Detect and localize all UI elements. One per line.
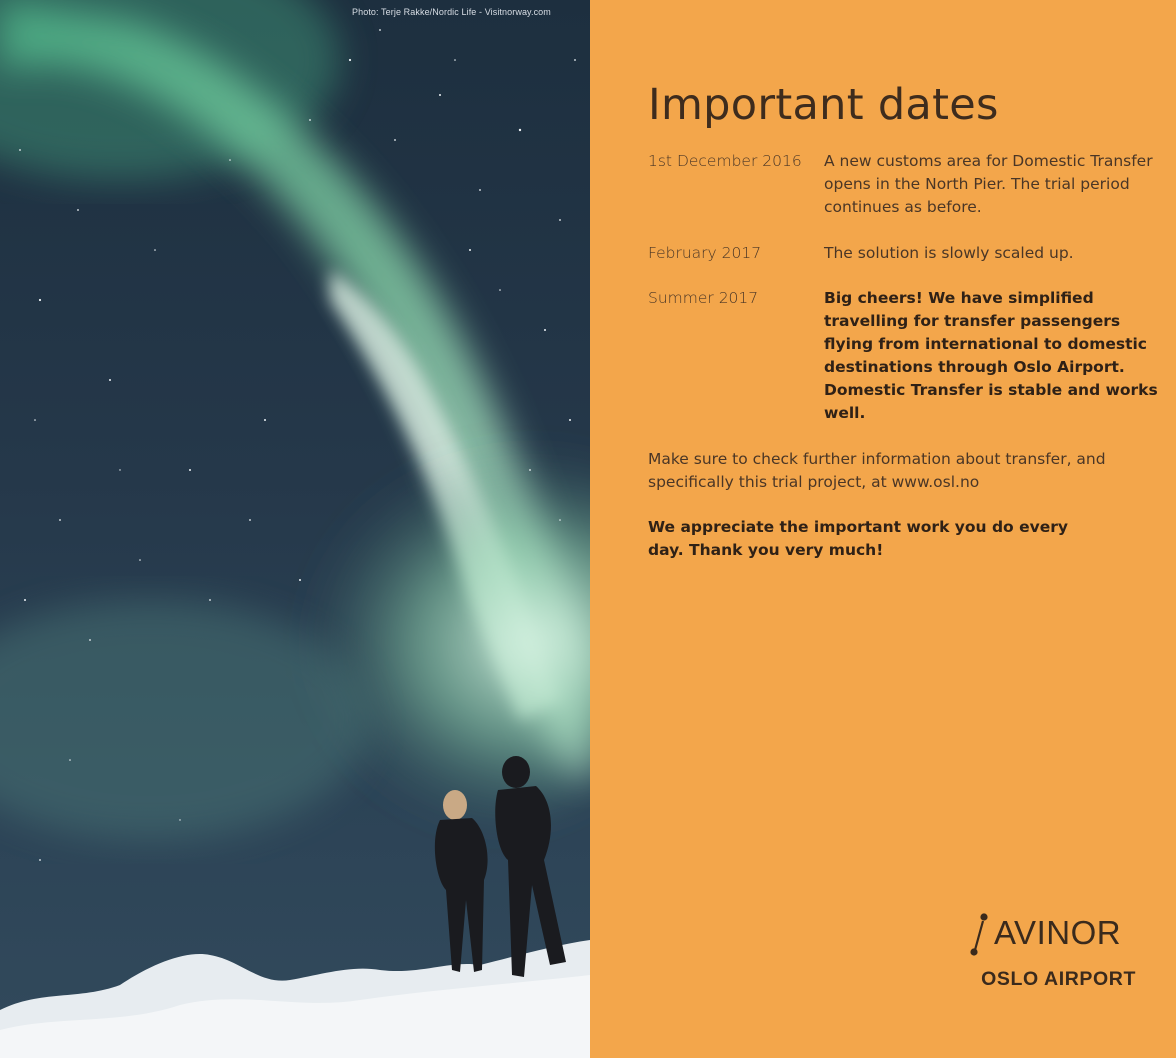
- info-panel: [590, 0, 1176, 1058]
- thanks-text: We appreciate the important work you do every day. Thank you very much!: [648, 518, 1068, 559]
- photo-credit: Photo: Terje Rakke/Nordic Life - Visitnorway.com: [352, 7, 551, 17]
- entry-text: A new customs area for Domestic Transfer opens in the North Pier. The trial period continues as before.: [824, 152, 1153, 216]
- avinor-logo: [970, 908, 1140, 998]
- logo-subtitle: OSLO AIRPORT: [981, 968, 1136, 990]
- entry-date: 1st December 2016: [648, 152, 802, 170]
- entry-text: The solution is slowly scaled up.: [824, 244, 1074, 262]
- entry-date: February 2017: [648, 244, 762, 262]
- entry-text: Big cheers! We have simplified travelling for transfer passengers flying from international to domestic destinations through Oslo Airport. Domestic Transfer is stable and works well.: [824, 289, 1158, 422]
- logo-name: AVINOR: [994, 914, 1122, 951]
- info-text: Make sure to check further information about transfer, and specifically this trial project, at www.osl.no: [648, 450, 1106, 491]
- avinor-logo-icon: [970, 912, 988, 956]
- entry-date: Summer 2017: [648, 289, 759, 307]
- page-title: Important dates: [648, 80, 999, 130]
